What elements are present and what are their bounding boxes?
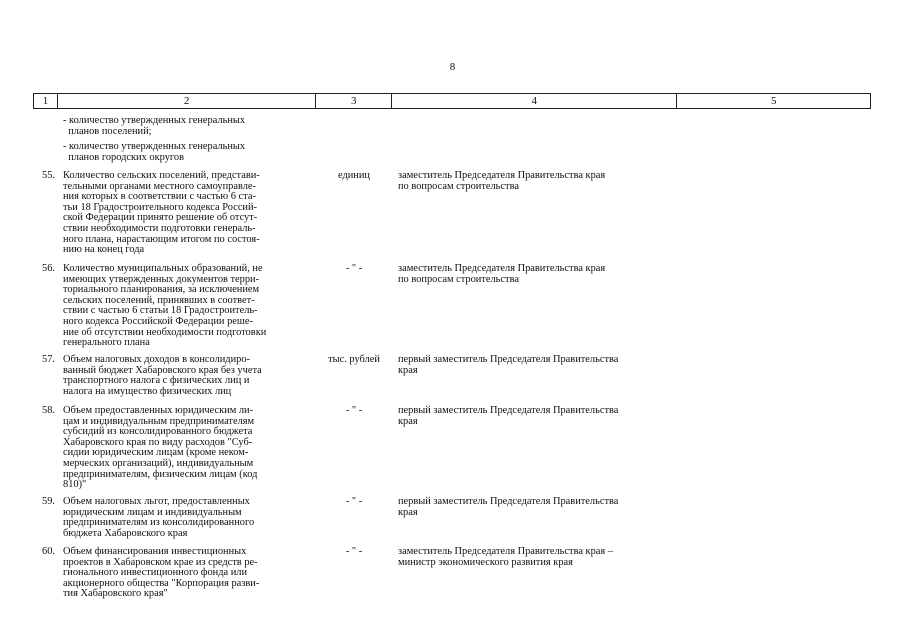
responsible-text: заместитель Председателя Правительства края – министр экономического развития края (398, 546, 613, 568)
continuation-text: - количество утвержденных генеральных планов городских округов (63, 141, 246, 163)
indicator-text: Количество сельских поселений, представи- тельными органами местного самоуправле- ния которых в соответствии с частью 6 ста- тьи 18 Градостроительного кодекса Россий- ской Федерации принято решение об отсут- ствии необходимости подготовки генераль- ного плана, нарастающим итогом по состоя- нию на конец года (63, 170, 260, 256)
responsible-text: заместитель Председателя Правительства края по вопросам строительства (398, 170, 606, 192)
responsible-text: первый заместитель Председателя Правительства края (398, 496, 619, 518)
indicator-text: Объем финансирования инвестиционных проектов в Хабаровском крае из средств ре- гионального инвестиционного фонда или акционерного общества "Корпорация разви- тия Хабаровского края" (63, 546, 260, 600)
row-number: 55. (42, 170, 55, 181)
row-number: 59. (42, 496, 55, 507)
indicator-text: Объем налоговых льгот, предоставленных юридическим лицам и индивидуальным предпринимателям из консолидированного бюджета Хабаровского края (63, 496, 255, 539)
continuation-text: - количество утвержденных генеральных планов поселений; (63, 115, 246, 137)
indicator-text: Объем налоговых доходов в консолидиро- ванный бюджет Хабаровского края без учета транспортного налога с физических лиц и налога на имущество физических лиц (63, 354, 262, 397)
unit-text: - " - (345, 263, 363, 274)
header-col-2: 2 (58, 94, 316, 108)
row-number: 57. (42, 354, 55, 365)
unit-text: - " - (345, 546, 363, 557)
indicator-text: Количество муниципальных образований, не имеющих утвержденных документов терри- ториального планирования, за исключением сельских поселений, принявших в соответ- ствии с частью 6 статьи 18 Градостроитель- ного кодекса Российской Федерации реше- ние об отсутствии необходимости подготовки генерального плана (63, 263, 267, 349)
row-number: 58. (42, 405, 55, 416)
unit-text: - " - (345, 405, 363, 416)
page-number: 8 (449, 61, 456, 73)
responsible-text: заместитель Председателя Правительства края по вопросам строительства (398, 263, 606, 285)
header-col-4: 4 (392, 94, 677, 108)
responsible-text: первый заместитель Председателя Правительства края (398, 405, 619, 427)
header-col-5: 5 (770, 95, 777, 107)
row-number: 56. (42, 263, 55, 274)
unit-text: тыс. рублей (328, 354, 380, 365)
indicator-text: Объем предоставленных юридическим ли- цам и индивидуальным предпринимателям субсидий из консолидированного бюджета Хабаровского края по виду расходов "Суб- сидии юридическим лицам (кроме неком- мерческих организаций), индивидуальным предпринимателям, физическим лицам (код 810)" (63, 405, 258, 491)
header-col-1: 1 (34, 94, 58, 108)
table-header (33, 93, 871, 109)
responsible-text: первый заместитель Председателя Правительства края (398, 354, 619, 376)
unit-text: единиц (337, 170, 370, 181)
row-number: 60. (42, 546, 55, 557)
header-col-3: 3 (316, 94, 392, 108)
unit-text: - " - (345, 496, 363, 507)
